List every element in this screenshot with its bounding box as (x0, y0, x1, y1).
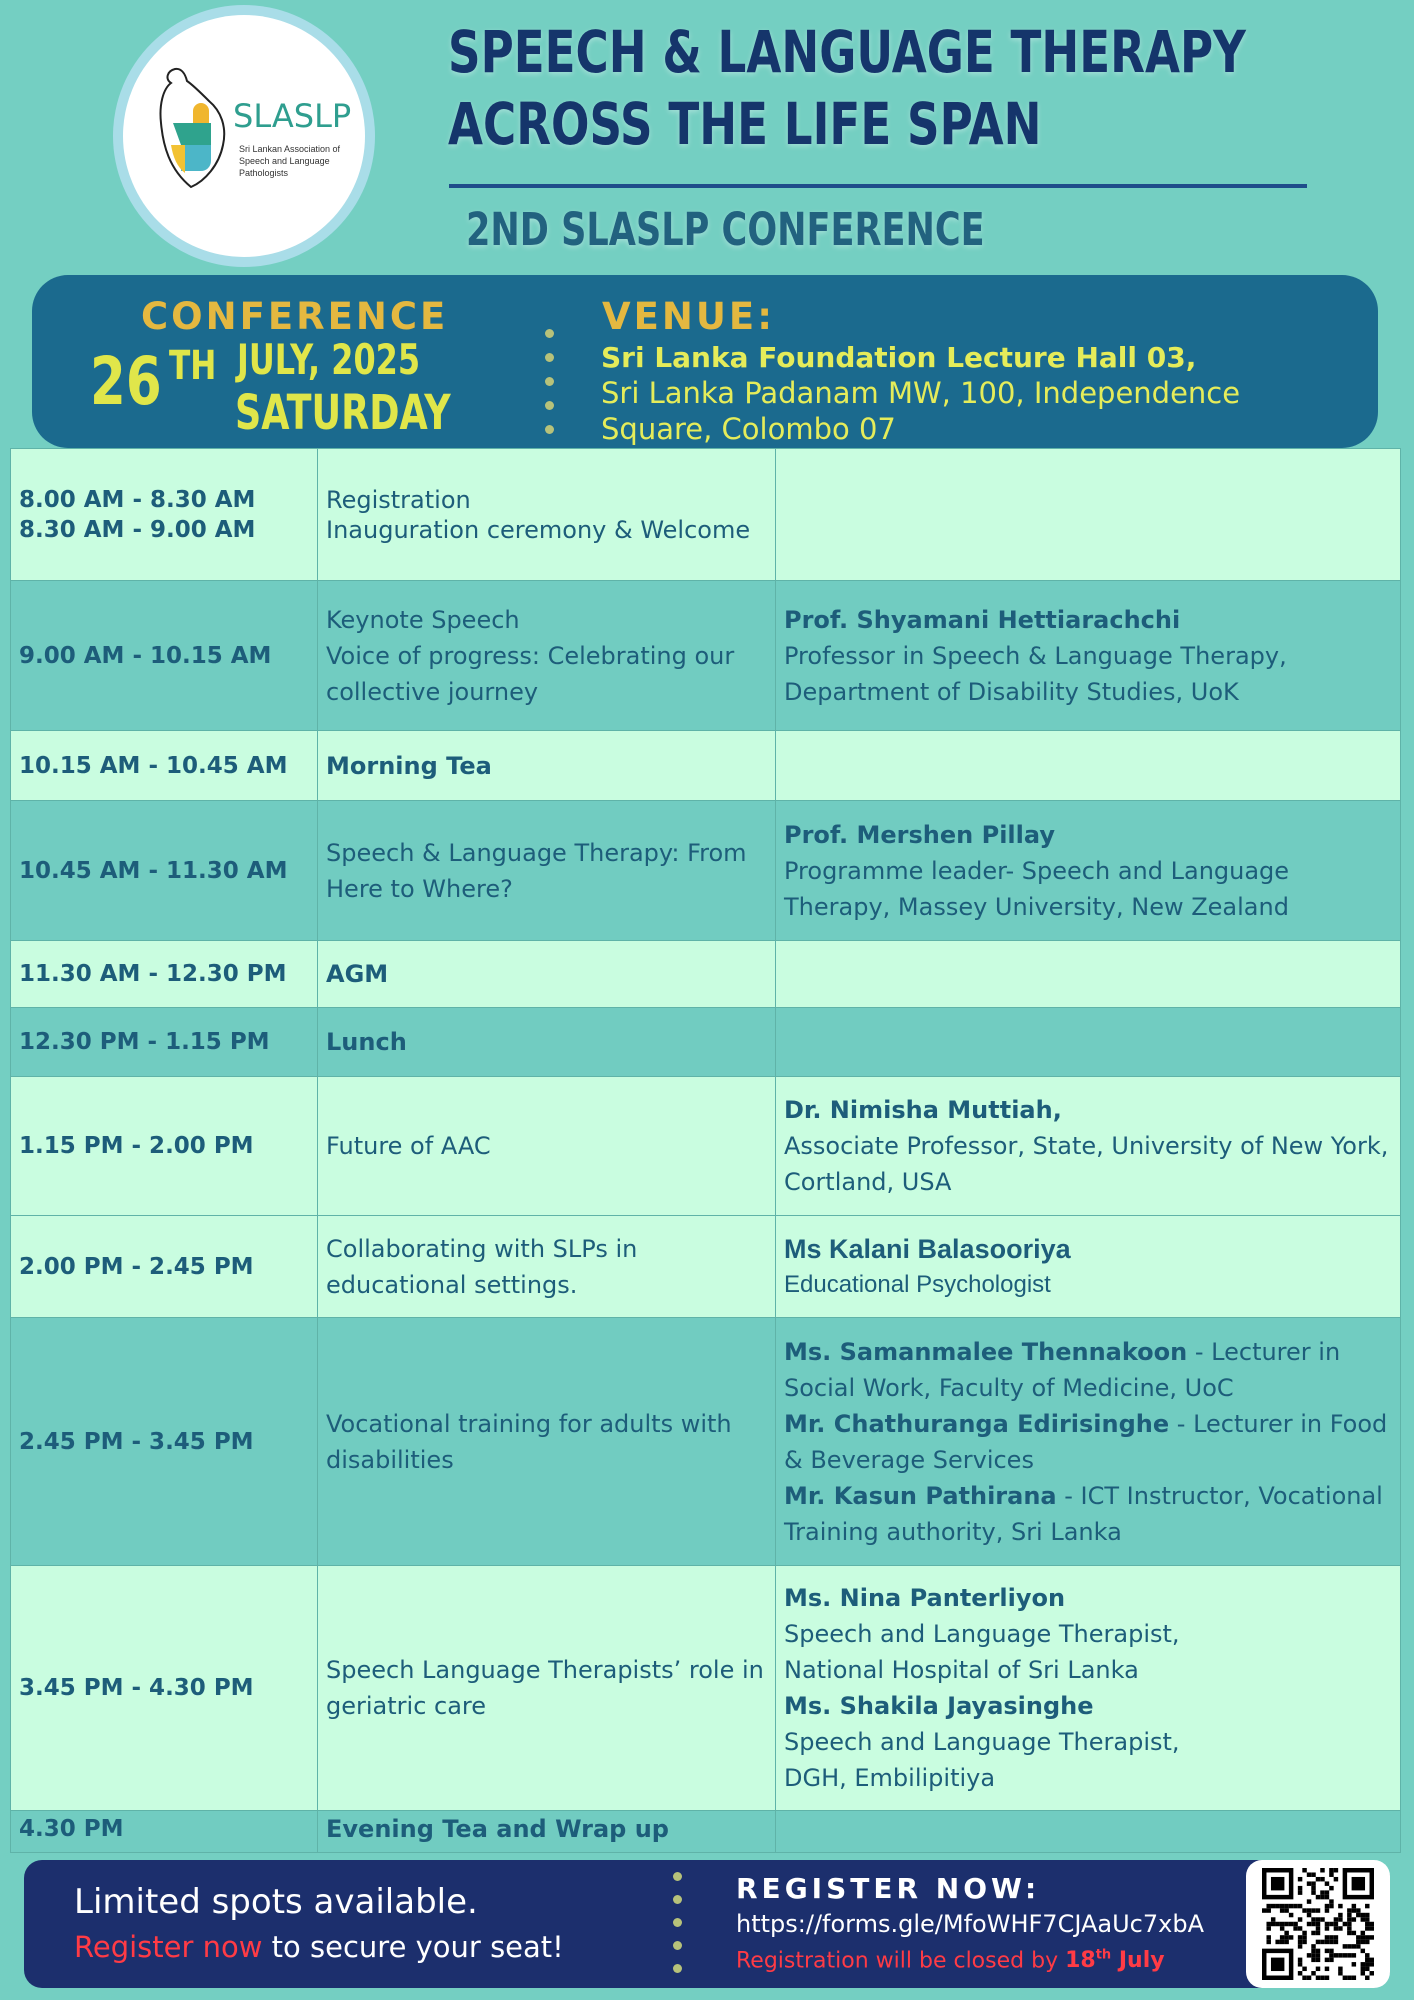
time-cell: 10.45 AM - 11.30 AM (11, 801, 318, 941)
schedule-table (10, 448, 1401, 1853)
speaker-cell (776, 1811, 1401, 1853)
registration-deadline: Registration will be closed by 18th July (736, 1948, 1165, 1974)
dotted-divider (545, 329, 554, 449)
time-cell: 12.30 PM - 1.15 PM (11, 1008, 318, 1077)
speaker-name: Dr. Nimisha Muttiah, (784, 1096, 1062, 1124)
session-cell: Lunch (318, 1008, 776, 1077)
session-cell: Vocational training for adults with disabilities (318, 1318, 776, 1566)
time-cell: 1.15 PM - 2.00 PM (11, 1077, 318, 1216)
venue-label: VENUE: (602, 295, 775, 338)
table-row (11, 1077, 1401, 1216)
venue-name: Sri Lanka Foundation Lecture Hall 03, (601, 341, 1197, 374)
speaker-detail: - ICT Instructor, Vocational Training authority, Sri Lanka (784, 1481, 1383, 1546)
table-row (11, 1566, 1401, 1811)
conference-label: CONFERENCE (141, 295, 449, 338)
conference-month-year: JULY, 2025 (237, 335, 421, 384)
speaker-cell (776, 1566, 1401, 1811)
speaker-name: Prof. Mershen Pillay (784, 820, 1055, 849)
speaker-name: Ms. Samanmalee Thennakoon (784, 1337, 1188, 1366)
title-line-1: SPEECH & LANGUAGE THERAPY (448, 18, 1246, 86)
conference-banner (32, 275, 1378, 448)
speaker-name: Mr. Kasun Pathirana (784, 1481, 1057, 1510)
session-cell: Evening Tea and Wrap up (318, 1811, 776, 1853)
session-cell: Future of AAC (318, 1077, 776, 1216)
speaker-detail: - Lecturer in Food & Beverage Services (784, 1409, 1388, 1474)
table-row (11, 1811, 1401, 1853)
time-cell: 3.45 PM - 4.30 PM (11, 1566, 318, 1811)
speaker-cell (776, 449, 1401, 581)
conference-weekday: SATURDAY (235, 385, 451, 441)
register-cta-text: Register now to secure your seat! (74, 1930, 564, 1964)
register-heading: REGISTER NOW: (736, 1872, 1041, 1905)
table-row (11, 449, 1401, 581)
table-row (11, 1216, 1401, 1318)
limited-spots-text: Limited spots available. (74, 1882, 478, 1922)
speaker-cell (776, 941, 1401, 1008)
speaker-cell (776, 581, 1401, 731)
speaker-cell (776, 1216, 1401, 1318)
session-cell: Registration Inauguration ceremony & Welcome (318, 449, 776, 581)
speaker-cell (776, 1318, 1401, 1566)
speaker-cell (776, 801, 1401, 941)
speaker-entry (784, 1478, 1392, 1550)
dotted-divider (673, 1872, 682, 1987)
speaker-name: Ms. Shakila Jayasinghe (784, 1692, 1094, 1720)
page-title (448, 16, 1246, 160)
speaker-detail: Speech and Language Therapist, National Hospital of Sri Lanka (784, 1620, 1180, 1684)
table-row (11, 1008, 1401, 1077)
speaker-name: Ms. Nina Panterliyon (784, 1584, 1066, 1612)
speaker-name: Mr. Chathuranga Edirisinghe (784, 1409, 1170, 1438)
speaker-name: Prof. Shyamani Hettiarachchi (784, 605, 1181, 634)
qr-code-icon (1261, 1868, 1375, 1980)
logo-subtitle: Sri Lankan Association of Speech and Language Pathologists (239, 144, 341, 178)
speaker-detail: Educational Psychologist (784, 1270, 1051, 1298)
speaker-cell (776, 731, 1401, 801)
speaker-detail: Professor in Speech & Language Therapy, Department of Disability Studies, UoK (784, 641, 1287, 706)
time-cell: 11.30 AM - 12.30 PM (11, 941, 318, 1008)
speaker-detail: - Lecturer in Social Work, Faculty of Medicine, UoC (784, 1337, 1341, 1402)
qr-code[interactable] (1246, 1860, 1390, 1988)
venue-address: Sri Lanka Padanam MW, 100, Independence Square, Colombo 07 (601, 376, 1241, 446)
time-cell: 9.00 AM - 10.15 AM (11, 581, 318, 731)
speaker-name: Ms Kalani Balasooriya (784, 1233, 1071, 1264)
title-divider (449, 184, 1307, 188)
session-cell: Speech Language Therapists’ role in geriatric care (318, 1566, 776, 1811)
speaker-entry (784, 1334, 1392, 1406)
slaslp-logo (123, 15, 365, 257)
table-row (11, 731, 1401, 801)
speaker-detail: Associate Professor, State, University of New York, Cortland, USA (784, 1132, 1389, 1196)
speaker-cell (776, 1008, 1401, 1077)
speaker-entry (784, 1406, 1392, 1478)
speaker-detail: Programme leader- Speech and Language Therapy, Massey University, New Zealand (784, 856, 1290, 921)
session-cell: AGM (318, 941, 776, 1008)
session-cell: Speech & Language Therapy: From Here to Where? (318, 801, 776, 941)
speaker-cell (776, 1077, 1401, 1216)
conference-day-suffix: TH (169, 343, 217, 389)
session-cell: Collaborating with SLPs in educational settings. (318, 1216, 776, 1318)
registration-link[interactable]: https://forms.gle/MfoWHF7CJAaUc7xbA (736, 1910, 1204, 1938)
sri-lanka-map-puzzle-icon (145, 65, 237, 195)
conference-subtitle: 2ND SLASLP CONFERENCE (466, 203, 985, 256)
table-row (11, 801, 1401, 941)
table-row (11, 581, 1401, 731)
conference-day: 26 (90, 343, 162, 420)
time-cell: 4.30 PM (11, 1811, 318, 1853)
time-cell: 8.00 AM - 8.30 AM 8.30 AM - 9.00 AM (11, 449, 318, 581)
time-cell: 10.15 AM - 10.45 AM (11, 731, 318, 801)
session-cell: Morning Tea (318, 731, 776, 801)
registration-footer (24, 1860, 1390, 1988)
title-line-2: ACROSS THE LIFE SPAN (448, 90, 1042, 158)
time-cell: 2.45 PM - 3.45 PM (11, 1318, 318, 1566)
register-now-highlight: Register now (74, 1930, 263, 1964)
speaker-detail: Speech and Language Therapist, DGH, Embilipitiya (784, 1728, 1180, 1792)
table-row (11, 1318, 1401, 1566)
table-row (11, 941, 1401, 1008)
session-cell: Keynote Speech Voice of progress: Celebrating our collective journey (318, 581, 776, 731)
time-cell: 2.00 PM - 2.45 PM (11, 1216, 318, 1318)
logo-title: SLASLP (233, 97, 352, 135)
